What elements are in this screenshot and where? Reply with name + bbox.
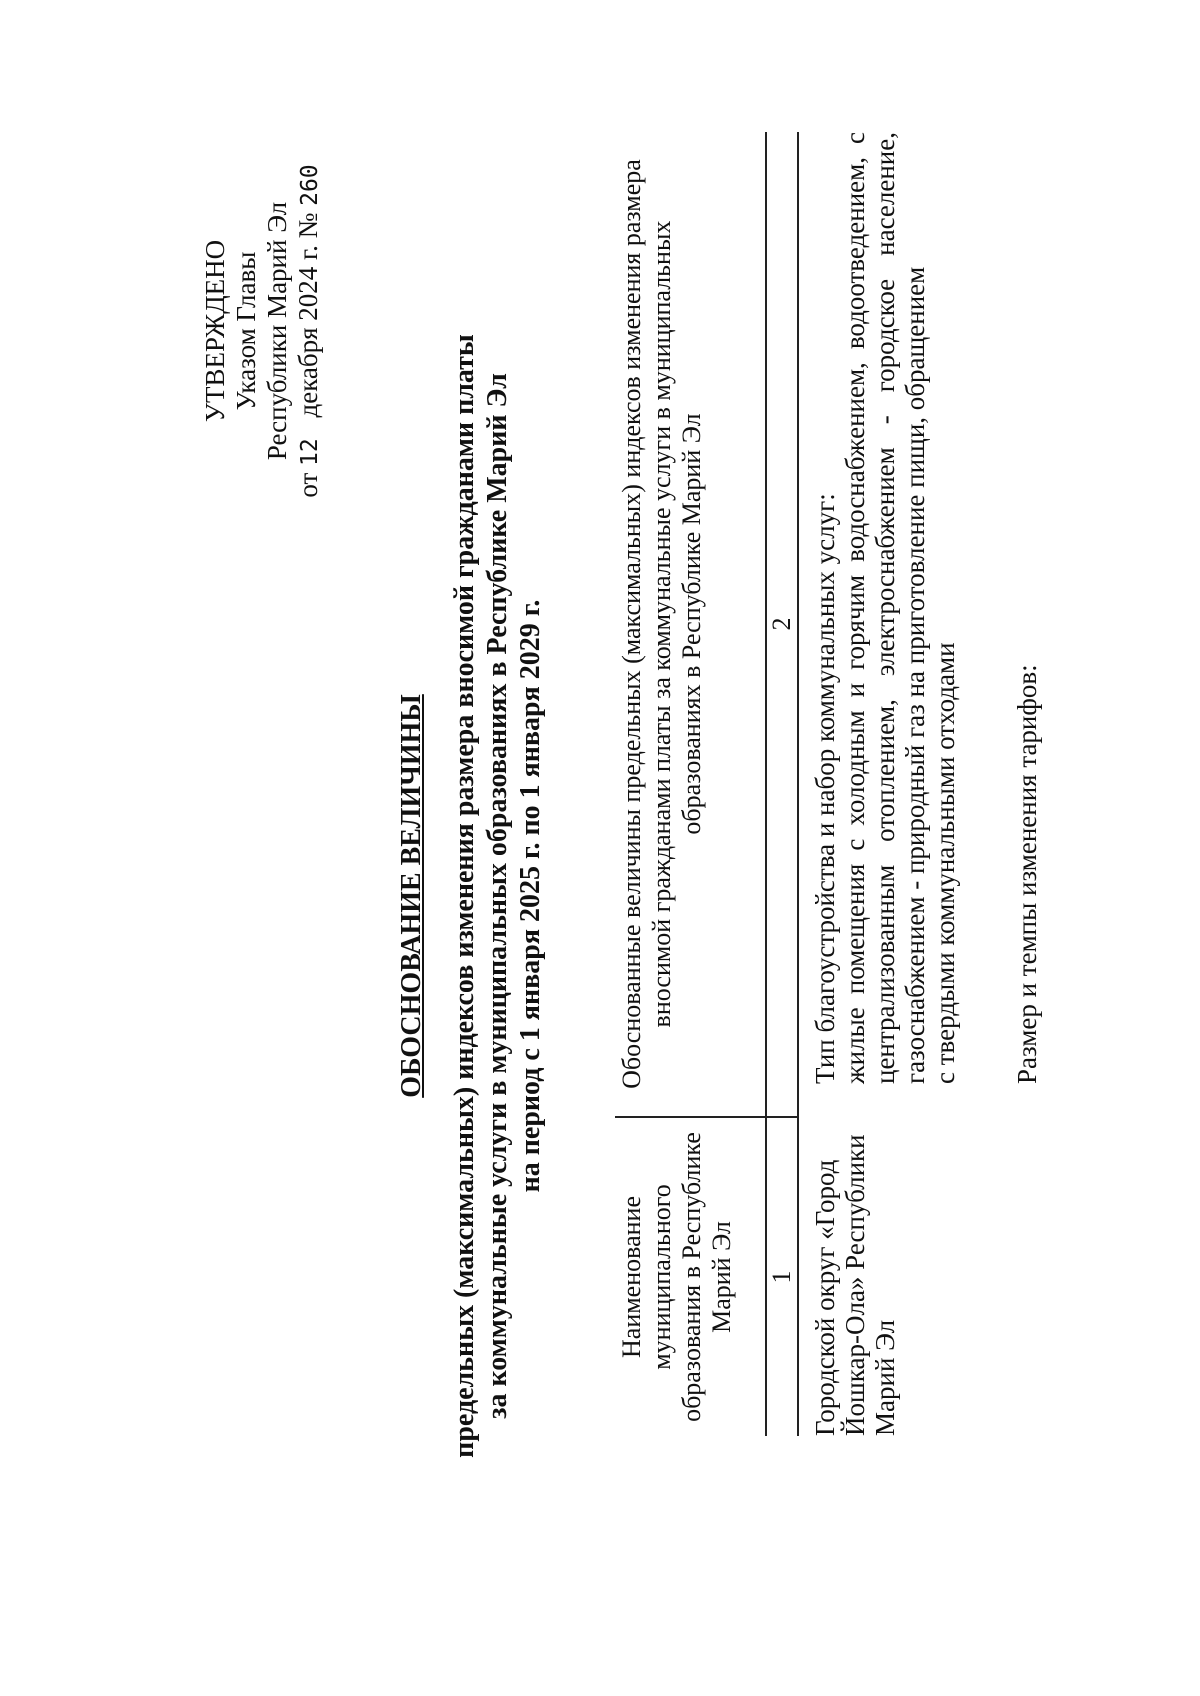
table-header-row [615, 132, 766, 1436]
approval-number: 260 [297, 164, 323, 206]
services-text-end: с твердыми коммунальными отходами [930, 642, 960, 1084]
document-heading: ОБОСНОВАНИЕ ВЕЛИЧИНЫ [396, 694, 427, 1098]
column-number-row [766, 132, 798, 1436]
document-subtitle-line: за коммунальные услуги в муниципальных образованиях в Республике Марий Эл [482, 373, 513, 1419]
header-indices-text: Обоснованные величины предельных (максимальных) индексов изменения размера вносимой гражданами платы за коммунальные услуги в муниципальных образованиях в Республике Марий Эл [617, 159, 706, 1089]
municipality-name: Городской округ «Город Йошкар-Ола» Республики Марий Эл [810, 1134, 900, 1436]
document-subtitle-line: на период с 1 января 2025 г. по 1 января 2029 г. [515, 599, 546, 1193]
approval-date-prefix: от [293, 472, 323, 498]
approval-stamp [200, 121, 326, 541]
approval-title: УТВЕРЖДЕНО [200, 239, 230, 423]
document-title-block [395, 226, 547, 1566]
tariffs-label: Размер и темпы изменения тарифов: [1012, 664, 1042, 1084]
services-intro: Тип благоустройства и набор коммунальных услуг: [810, 493, 840, 1084]
approval-authority: Указом Главы [231, 251, 261, 411]
services-text: жилые помещения с холодным и горячим водоснабжением, водоотведением, с централизованным отоплением, электроснабжением - городское население, газоснабжением - природный газ на приготовление пищи, обращением [840, 132, 930, 1084]
header-municipality: Наименование муниципального образования в Республике Марий Эл [617, 1132, 736, 1422]
approval-region: Республики Марий Эл [262, 201, 292, 461]
column-number: 2 [766, 132, 798, 1117]
approval-date-line [293, 121, 326, 541]
document-subtitle-line: предельных (максимальных) индексов изменения размера вносимой гражданами платы [449, 334, 480, 1458]
approval-day: 12 [297, 438, 323, 466]
services-description [810, 132, 960, 1084]
header-indices [615, 132, 766, 1117]
approval-date-middle: декабря 2024 г. № [293, 212, 323, 418]
column-number: 1 [766, 1117, 798, 1436]
justification-table [615, 132, 799, 1436]
